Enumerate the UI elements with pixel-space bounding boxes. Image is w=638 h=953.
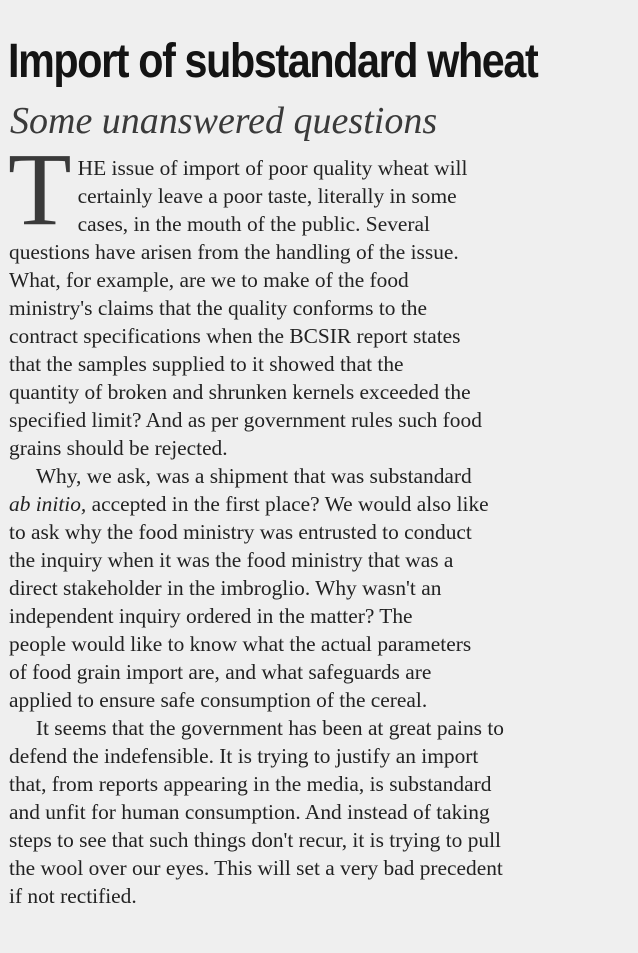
body-line: direct stakeholder in the imbroglio. Why wasn't an: [9, 576, 442, 600]
body-line: that the samples supplied to it showed that the: [9, 352, 404, 376]
body-line: steps to see that such things don't recur, it is trying to pull: [9, 828, 501, 852]
body-line: ministry's claims that the quality conforms to the: [9, 296, 427, 320]
body-line: It seems that the government has been at great pains to: [35, 716, 504, 740]
body-line: the inquiry when it was the food ministry that was a: [9, 548, 454, 572]
body-line-with-italic: [9, 490, 631, 518]
body-line: certainly leave a poor taste, literally in some: [77, 184, 457, 208]
body-line: independent inquiry ordered in the matter? The: [9, 604, 413, 628]
headline: Import of substandard wheat: [8, 35, 538, 88]
body-line: the wool over our eyes. This will set a very bad precedent: [9, 856, 503, 880]
body-line: specified limit? And as per government rules such food: [9, 408, 482, 432]
drop-cap: T: [8, 132, 72, 247]
body-line: applied to ensure safe consumption of the cereal.: [9, 688, 428, 712]
body-line: defend the indefensible. It is trying to justify an import: [9, 744, 479, 768]
body-line: of food grain import are, and what safeguards are: [9, 660, 432, 684]
body-line: and unfit for human consumption. And instead of taking: [9, 800, 490, 824]
body-line: cases, in the mouth of the public. Several: [77, 212, 430, 236]
body-line: that, from reports appearing in the media, is substandard: [9, 772, 492, 796]
body-line: Why, we ask, was a shipment that was substandard: [35, 464, 472, 488]
body-line: HE issue of import of poor quality wheat will: [77, 156, 468, 180]
body-line: people would like to know what the actual parameters: [9, 632, 472, 656]
body-line: What, for example, are we to make of the food: [9, 268, 409, 292]
body-line: contract specifications when the BCSIR report states: [9, 324, 461, 348]
italic-phrase: ab initio,: [9, 492, 87, 516]
body-line-text: accepted in the first place? We would also like: [91, 492, 489, 516]
subheadline: Some unanswered questions: [10, 100, 438, 142]
body-line: to ask why the food ministry was entrusted to conduct: [9, 520, 472, 544]
body-line: questions have arisen from the handling of the issue.: [9, 240, 459, 264]
article-body: [9, 154, 634, 910]
body-line: grains should be rejected.: [9, 436, 228, 460]
body-line: quantity of broken and shrunken kernels exceeded the: [9, 380, 471, 404]
body-line: if not rectified.: [9, 884, 137, 908]
